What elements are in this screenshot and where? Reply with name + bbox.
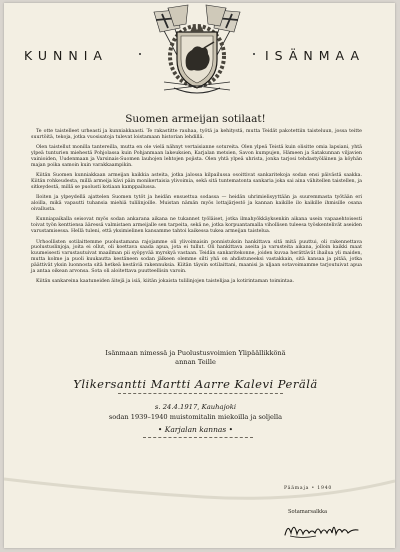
- award-intro-line1: Isänmaan nimessä ja Puolustusvoimien Ylipäällikkönä: [105, 349, 286, 357]
- body-paragraph: Kiitän Suomen kunniakkaan armeijan kaikkia asteita, jotka jalossa kilpailussa osoittivat sankaritekoja sodan ensi päivästä saakka. Kiitän rohkeudesta, millä armeija kävi päin monikertaisia ylivoimia, sekä sitä tuntematonta sankaria joka sai aina vähitellen taistellen, ja sitkeydestä, millä se puolusti kotiaan kamppailussa.: [31, 173, 362, 191]
- battle-location: [0, 425, 391, 434]
- body-paragraph: Iloiten ja ylpeydellä ajattelen Suomen tytöt ja heidän ensuettua sodassa — heidän uhrimielisyyttään ja suuremmasta työtään eri aloilla, mikä vapautti tuhansia miehiä tulilinjoille. Muistan nämän myös lottajärjestö ja kannan kaikille ilo kaikille ihmisille osana oivallusta.: [31, 195, 362, 213]
- battle-name: Karjalan kannas: [164, 425, 227, 434]
- medal-description: sodan 1939–1940 muistomitalin miekoilla ja soljella: [108, 413, 283, 421]
- paper-crease: [4, 475, 395, 505]
- body-paragraph: Olen taistellut monilla tantereilla, mutta en ole vielä nähnyt vertaisianne sotureita. Olen ylpeä Teistä kuin olisitte omia lapsiani, yhtä ylpeä tunturien miehestä Pohjolassa kuin Pohjanmaan lakeuksien, Karjalan metsien, Savon kumpujen, Hämeen ja Satakunnan viljavien vainioiden, Uudenmaan ja Varsinais-Suomen lauhojen lehtojen pojista. Olen yhtä ylpeä uhrista, jonka tarjosi tehdastyöläinen ja köyhän majan poika samoin kuin varakkaampikin.: [31, 145, 362, 168]
- award-intro: [0, 349, 391, 367]
- birth-info: [0, 403, 391, 411]
- certificate-title: Suomen armeijan sotilaat!: [125, 113, 266, 125]
- signer-role: Sotamarsalkka: [288, 509, 328, 515]
- battle-ornament-right: •: [226, 425, 234, 434]
- recipient-underline: [118, 393, 283, 394]
- place-date: Päämaja • 1940: [284, 486, 333, 491]
- handwritten-signature: [282, 517, 362, 543]
- birth-date: s. 24.4.1917,: [154, 403, 200, 411]
- body-paragraph: Kiitän sankareina kaatuneiden äitejä ja isiä, kiitän jokaista tulilinjojen taistelijaa ja kotirintaman toimintaa.: [36, 279, 295, 285]
- battle-ornament-left: •: [157, 425, 165, 434]
- motto-isanmaa: ISÄNMAA: [265, 48, 365, 63]
- motto-kunnia: KUNNIA: [24, 48, 108, 63]
- body-paragraph: Te otte taistelleet urheasti ja kunniakkaasti. Te rakastitte rauhaa, työtä ja kehitystä, mutta Teidät pakotettiin taisteluun, jossa teitte suurtöitä, tekoja, jotka vuosisatoja tulevat loistamaan historian lehdillä.: [31, 129, 362, 140]
- body-paragraph: Kunniapaikalla seisovat myös sodan ankarana aikana ne tukannet työläiset, jotka ilmahyökkäyksenkin aikana usein vapaaehtoisesti toivat työn kenttiensa ääressä valmistaen armeijalle sen tarpeita, sekä ne, jotka korpuantamalla vihollisen tuleesa työskentelivät aseiden varustamisessa. Hellä tuleni, että yksimielinen kansamme tahtoi kaikessa tukea armeijan taistelua.: [31, 217, 362, 235]
- battle-underline: [143, 437, 253, 438]
- certificate-body: [31, 129, 362, 290]
- body-paragraph: Urhoollisten sotilaittemme puolustamana rajojamme oli ylivoimaisin ponnistuksin hankittava sitä mitä puuttui, oli rakennettava puolustuslinjoja, joita ei ollut, oli koettava saada apua, jota ei tullut. Oli hankittava aseita ja varusteita aikana, jolloin kaikki maat kuumeisesti varustautuivat maailman pii syöpyvää myrskyä vastaan. Teidän sankaritekonne, joiden kuvaa herättävät ihailua yli maiden, mutta kolme ja puoli kuukautta kestäneen sodan jälkeen olemme silti yhä on ahdistuneeksi vastakkain, sitä kansaa ja pitää, jotka päättivät yksin luonnosta sitä hetkeä kestäviä rakennuksia. Kiitän täysin sotilaittani, maanisi ja uljaan sotavoimamme tarjoutuivat apua ja antaa oikean arvonsa. Sota oli aloitettava puutteellisin varoin.: [31, 239, 362, 275]
- birth-place: Kauhajoki: [201, 403, 237, 411]
- recipient-name: Ylikersantti Martti Aarre Kalevi Perälä: [73, 377, 318, 391]
- coat-of-arms-emblem: [134, 2, 260, 98]
- award-intro-line2: annan Teille: [175, 358, 216, 366]
